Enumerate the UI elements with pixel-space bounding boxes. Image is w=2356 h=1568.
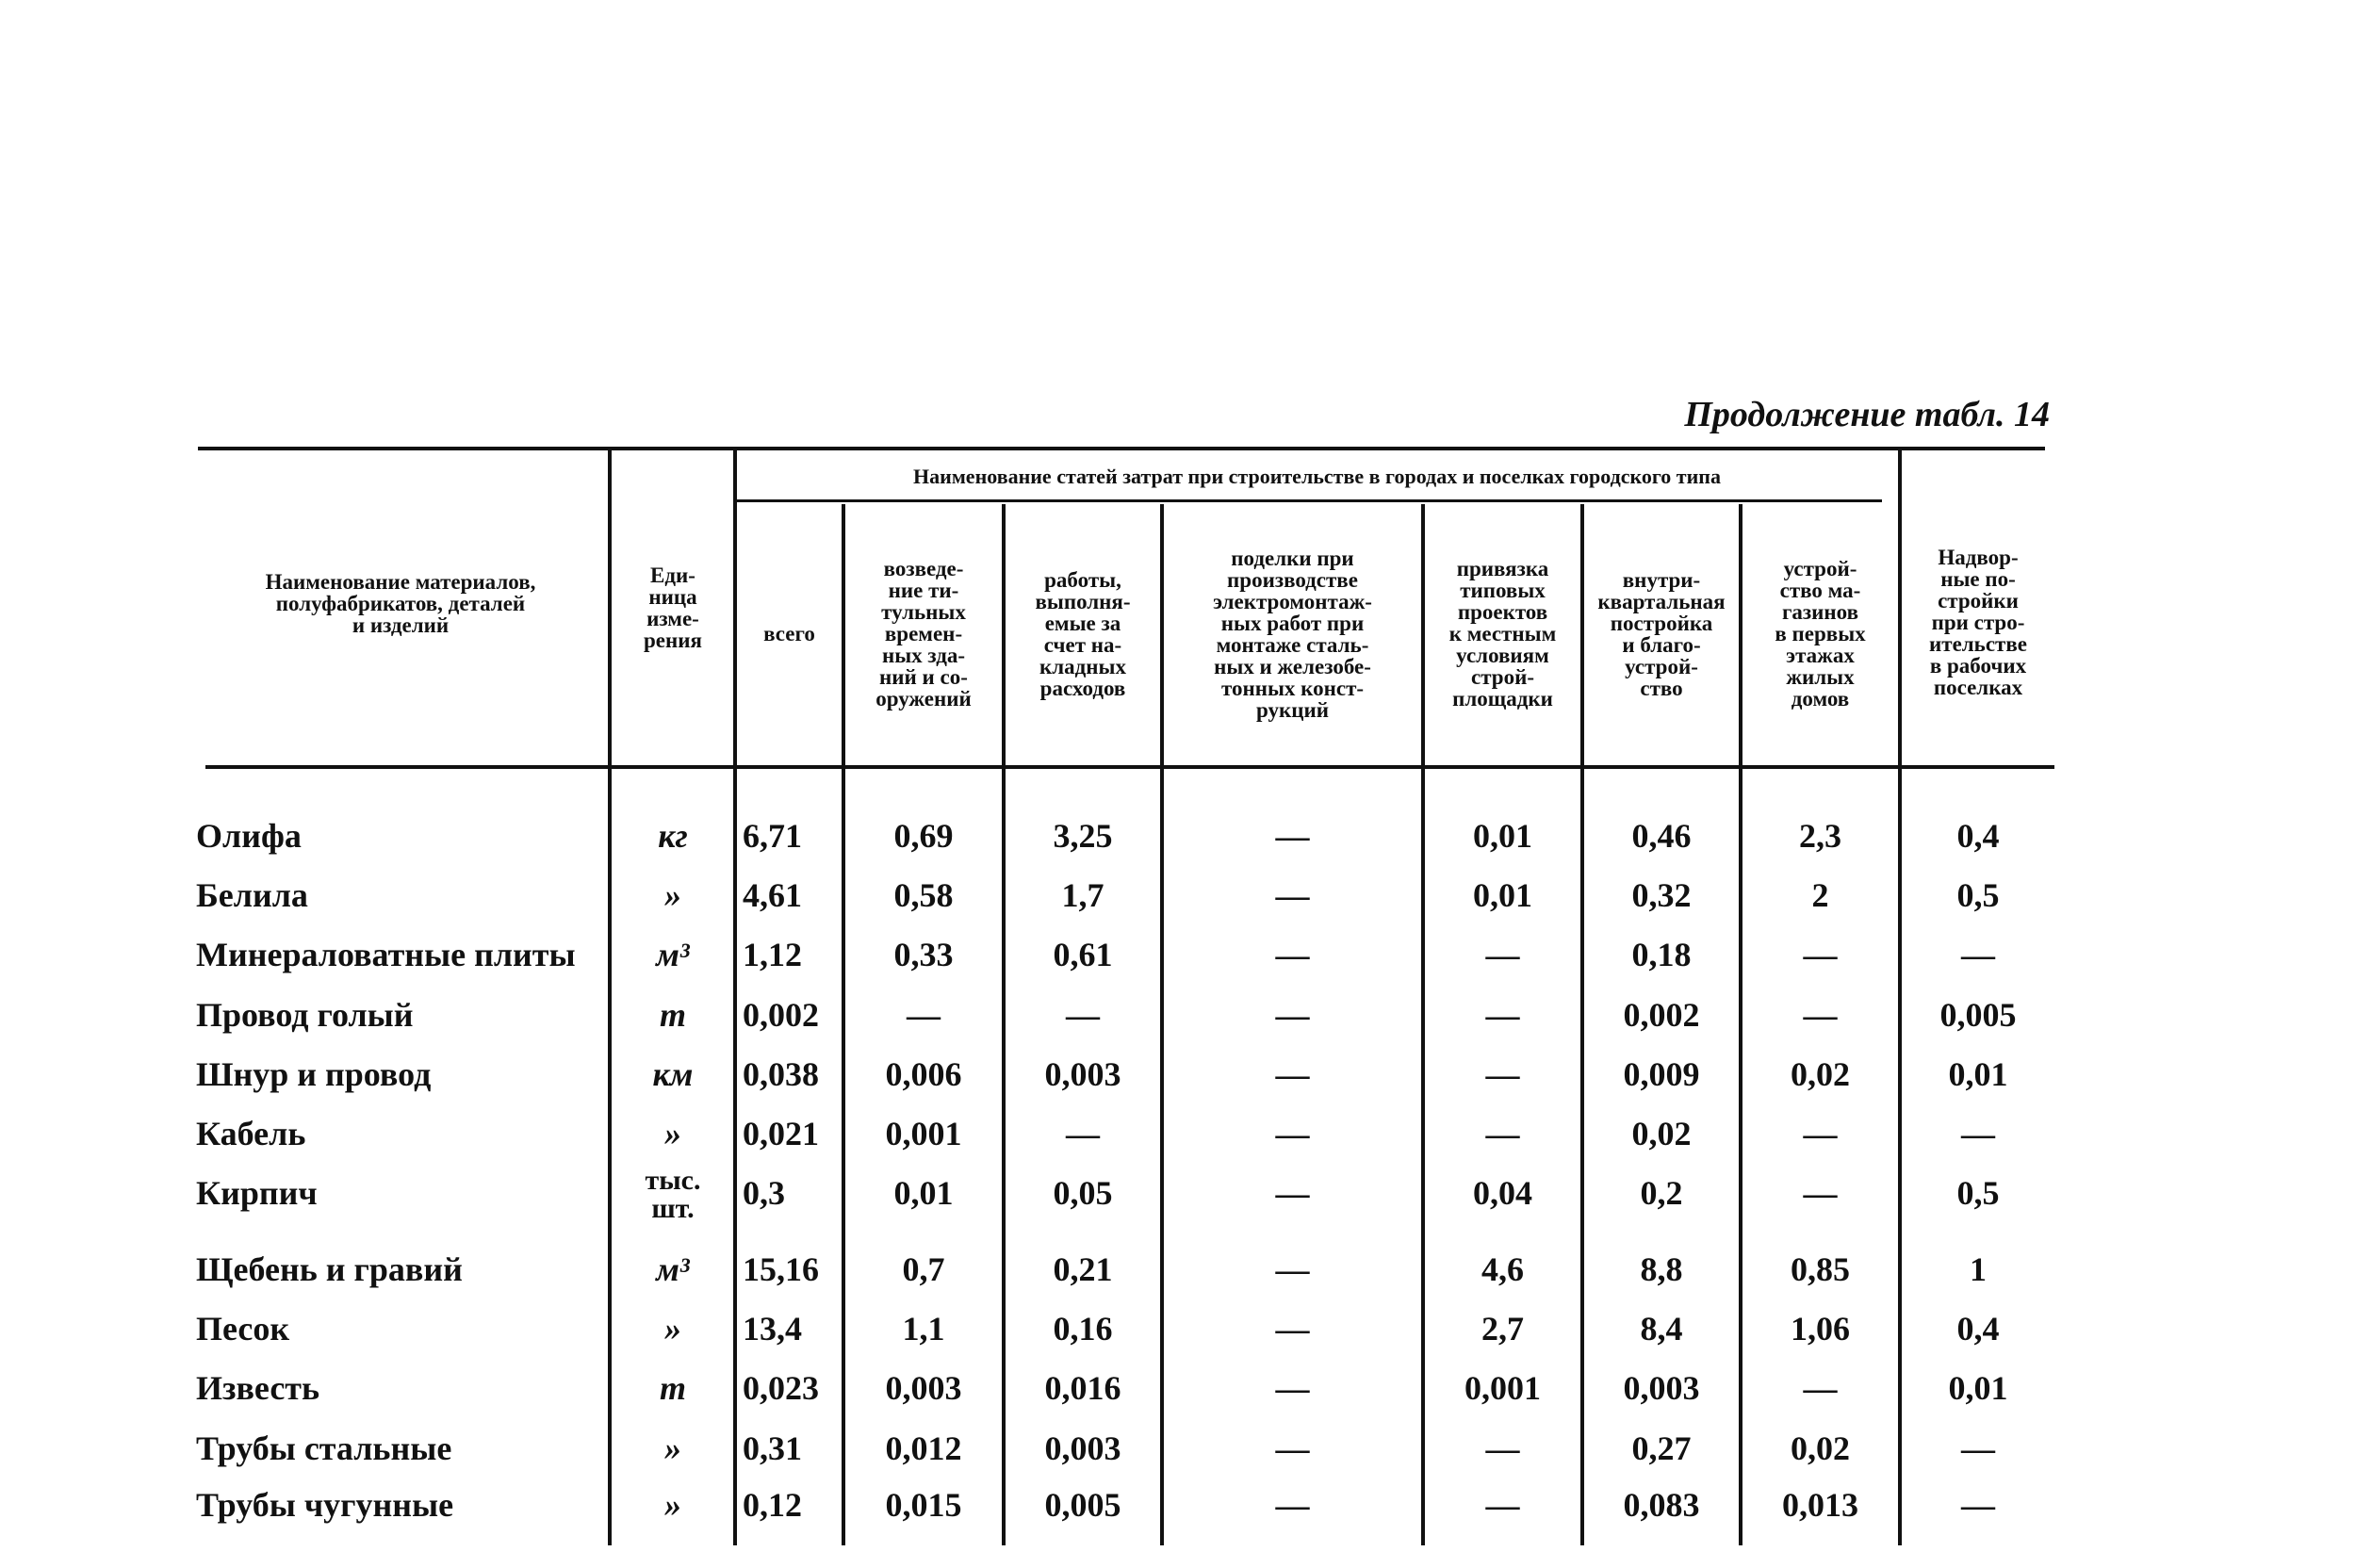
- value-total: 15,16: [743, 1250, 819, 1288]
- header-material-name-text: Наименование материалов, полуфабрикатов, деталей и изделий: [265, 569, 536, 637]
- unit-of-measure: »: [664, 1429, 681, 1467]
- material-name: Шнур и провод: [196, 1055, 432, 1093]
- header-material-name: [203, 528, 598, 678]
- value-outbuildings: 0,4: [1956, 817, 2000, 855]
- value-outbuildings: —: [1961, 936, 1995, 973]
- unit-of-measure: м³: [656, 936, 690, 973]
- value-intra-block: 0,009: [1623, 1055, 1700, 1093]
- header-unit: [613, 537, 733, 678]
- value-intra-block: 0,27: [1631, 1429, 1692, 1467]
- header-intra-block: [1584, 509, 1739, 759]
- table-caption: Продолжение табл. 14: [1684, 395, 2050, 434]
- value-overhead-works: 0,003: [1044, 1055, 1121, 1093]
- divider-unit-left: [608, 450, 612, 1545]
- value-electrical-works: —: [1275, 817, 1310, 855]
- group-underline: [737, 499, 1882, 502]
- value-temp-buildings: 0,33: [893, 936, 954, 973]
- material-name: Песок: [196, 1310, 290, 1348]
- value-total: 0,038: [743, 1055, 819, 1093]
- header-unit-text: Еди- ница изме- рения: [644, 564, 702, 652]
- value-overhead-works: 0,016: [1044, 1369, 1121, 1407]
- material-name: Провод голый: [196, 996, 414, 1034]
- value-electrical-works: —: [1275, 1250, 1310, 1288]
- value-overhead-works: 1,7: [1061, 876, 1104, 914]
- value-electrical-works: —: [1275, 1486, 1310, 1524]
- value-electrical-works: —: [1275, 1369, 1310, 1407]
- header-overhead-works-text: работы, выполня- емые за счет на- кладных расходов: [1035, 567, 1131, 700]
- value-shops: —: [1803, 1369, 1838, 1407]
- material-name: Известь: [196, 1369, 320, 1407]
- value-project-binding: —: [1485, 1486, 1520, 1524]
- value-total: 13,4: [743, 1310, 802, 1348]
- value-project-binding: 2,7: [1481, 1310, 1524, 1348]
- value-outbuildings: 0,01: [1948, 1055, 2008, 1093]
- value-project-binding: —: [1485, 1429, 1520, 1467]
- value-total: 0,3: [743, 1174, 785, 1212]
- material-name: Минераловатные плиты: [196, 936, 576, 973]
- header-intra-block-text: внутри- квартальная постройка и благо- устрой- ство: [1597, 567, 1726, 700]
- header-group-title-text: Наименование статей затрат при строительстве в городах и поселках городского типа: [913, 464, 1721, 488]
- value-intra-block: 0,02: [1631, 1115, 1692, 1152]
- header-group-title: [740, 457, 1894, 495]
- value-outbuildings: —: [1961, 1115, 1995, 1152]
- value-temp-buildings: 0,01: [893, 1174, 954, 1212]
- value-shops: 2,3: [1799, 817, 1841, 855]
- header-electrical-works: [1164, 509, 1421, 759]
- value-outbuildings: —: [1961, 1486, 1995, 1524]
- unit-of-measure: »: [664, 1486, 681, 1524]
- unit-of-measure: м³: [656, 1250, 690, 1288]
- value-project-binding: —: [1485, 1055, 1520, 1093]
- value-shops: 0,02: [1791, 1429, 1850, 1467]
- value-temp-buildings: 1,1: [902, 1310, 945, 1348]
- value-overhead-works: 0,005: [1044, 1486, 1121, 1524]
- value-shops: —: [1803, 1115, 1838, 1152]
- header-shops-text: устрой- ство ма- газинов в первых этажах жилых домов: [1775, 557, 1866, 710]
- value-overhead-works: 3,25: [1053, 817, 1113, 855]
- unit-of-measure: »: [664, 876, 681, 914]
- value-overhead-works: 0,21: [1053, 1250, 1113, 1288]
- material-name: Олифа: [196, 817, 302, 855]
- header-project-binding-text: привязка типовых проектов к местным условиям строй- площадки: [1448, 557, 1557, 710]
- value-outbuildings: 0,5: [1956, 876, 2000, 914]
- unit-of-measure: т: [659, 996, 686, 1034]
- value-intra-block: 0,2: [1640, 1174, 1683, 1212]
- material-name: Щебень и гравий: [196, 1250, 463, 1288]
- value-overhead-works: —: [1066, 996, 1100, 1034]
- value-electrical-works: —: [1275, 1429, 1310, 1467]
- unit-of-measure: »: [664, 1115, 681, 1152]
- value-project-binding: 0,01: [1473, 817, 1532, 855]
- header-electrical-works-text: поделки при производстве электромонтаж- ных работ при монтаже сталь- ных и железобе- тонных конст- рукций: [1213, 546, 1372, 722]
- value-project-binding: 4,6: [1481, 1250, 1524, 1288]
- header-temp-buildings: [845, 509, 1002, 759]
- value-overhead-works: 0,003: [1044, 1429, 1121, 1467]
- unit-of-measure: »: [664, 1310, 681, 1348]
- value-temp-buildings: 0,015: [885, 1486, 962, 1524]
- value-overhead-works: —: [1066, 1115, 1100, 1152]
- value-project-binding: 0,001: [1464, 1369, 1541, 1407]
- value-shops: 0,85: [1791, 1250, 1850, 1288]
- value-intra-block: 8,8: [1640, 1250, 1683, 1288]
- header-temp-buildings-text: возведе- ние ти- тульных времен- ных зда- ний и со- оружений: [875, 557, 972, 710]
- header-outbuildings-text: Надвор- ные по- стройки при стро- ительстве в рабочих поселках: [1929, 545, 2027, 699]
- value-total: 0,31: [743, 1429, 802, 1467]
- value-temp-buildings: 0,003: [885, 1369, 962, 1407]
- value-temp-buildings: 0,006: [885, 1055, 962, 1093]
- value-outbuildings: 1: [1970, 1250, 1987, 1288]
- value-shops: —: [1803, 996, 1838, 1034]
- value-project-binding: 0,01: [1473, 876, 1532, 914]
- value-temp-buildings: 0,58: [893, 876, 954, 914]
- value-shops: 0,013: [1782, 1486, 1858, 1524]
- value-outbuildings: 0,005: [1939, 996, 2017, 1034]
- unit-of-measure: км: [652, 1055, 694, 1093]
- material-name: Трубы чугунные: [196, 1486, 454, 1524]
- header-bottom-rule: [205, 765, 2054, 769]
- value-outbuildings: —: [1961, 1429, 1995, 1467]
- value-temp-buildings: 0,012: [885, 1429, 962, 1467]
- material-name: Кабель: [196, 1115, 306, 1152]
- material-name: Белила: [196, 876, 308, 914]
- value-total: 1,12: [743, 936, 802, 973]
- value-shops: —: [1803, 936, 1838, 973]
- value-intra-block: 0,46: [1631, 817, 1692, 855]
- value-project-binding: —: [1485, 996, 1520, 1034]
- value-total: 4,61: [743, 876, 802, 914]
- value-total: 0,021: [743, 1115, 819, 1152]
- header-total-text: всего: [763, 622, 815, 645]
- value-intra-block: 0,003: [1623, 1369, 1700, 1407]
- value-shops: 1,06: [1791, 1310, 1850, 1348]
- value-electrical-works: —: [1275, 936, 1310, 973]
- header-shops: [1742, 509, 1898, 759]
- value-project-binding: 0,04: [1473, 1174, 1532, 1212]
- header-total: [737, 509, 842, 759]
- value-project-binding: —: [1485, 936, 1520, 973]
- header-overhead-works: [1006, 509, 1160, 759]
- value-outbuildings: 0,5: [1956, 1174, 2000, 1212]
- value-intra-block: 0,083: [1623, 1486, 1700, 1524]
- value-overhead-works: 0,61: [1053, 936, 1113, 973]
- unit-of-measure: т: [659, 1369, 686, 1407]
- value-temp-buildings: 0,001: [885, 1115, 962, 1152]
- value-electrical-works: —: [1275, 1115, 1310, 1152]
- value-shops: 2: [1811, 876, 1829, 914]
- value-electrical-works: —: [1275, 1174, 1310, 1212]
- value-total: 0,023: [743, 1369, 819, 1407]
- value-project-binding: —: [1485, 1115, 1520, 1152]
- value-outbuildings: 0,01: [1948, 1369, 2008, 1407]
- value-electrical-works: —: [1275, 1055, 1310, 1093]
- value-intra-block: 0,18: [1631, 936, 1692, 973]
- value-electrical-works: —: [1275, 996, 1310, 1034]
- material-name: Трубы стальные: [196, 1429, 452, 1467]
- header-project-binding: [1425, 509, 1580, 759]
- value-total: 0,002: [743, 996, 819, 1034]
- header-outbuildings: [1902, 509, 2054, 735]
- unit-of-measure: кг: [658, 817, 688, 855]
- value-electrical-works: —: [1275, 1310, 1310, 1348]
- material-name: Кирпич: [196, 1174, 318, 1212]
- value-temp-buildings: 0,69: [893, 817, 954, 855]
- value-electrical-works: —: [1275, 876, 1310, 914]
- value-total: 0,12: [743, 1486, 802, 1524]
- value-overhead-works: 0,16: [1053, 1310, 1113, 1348]
- value-intra-block: 0,002: [1623, 996, 1700, 1034]
- value-total: 6,71: [743, 817, 802, 855]
- value-outbuildings: 0,4: [1956, 1310, 2000, 1348]
- value-temp-buildings: —: [907, 996, 941, 1034]
- value-intra-block: 0,32: [1631, 876, 1692, 914]
- value-intra-block: 8,4: [1640, 1310, 1683, 1348]
- top-rule: [198, 447, 2045, 450]
- unit-of-measure: тыс. шт.: [645, 1165, 701, 1224]
- value-shops: —: [1803, 1174, 1838, 1212]
- value-overhead-works: 0,05: [1053, 1174, 1113, 1212]
- value-shops: 0,02: [1791, 1055, 1850, 1093]
- value-temp-buildings: 0,7: [902, 1250, 945, 1288]
